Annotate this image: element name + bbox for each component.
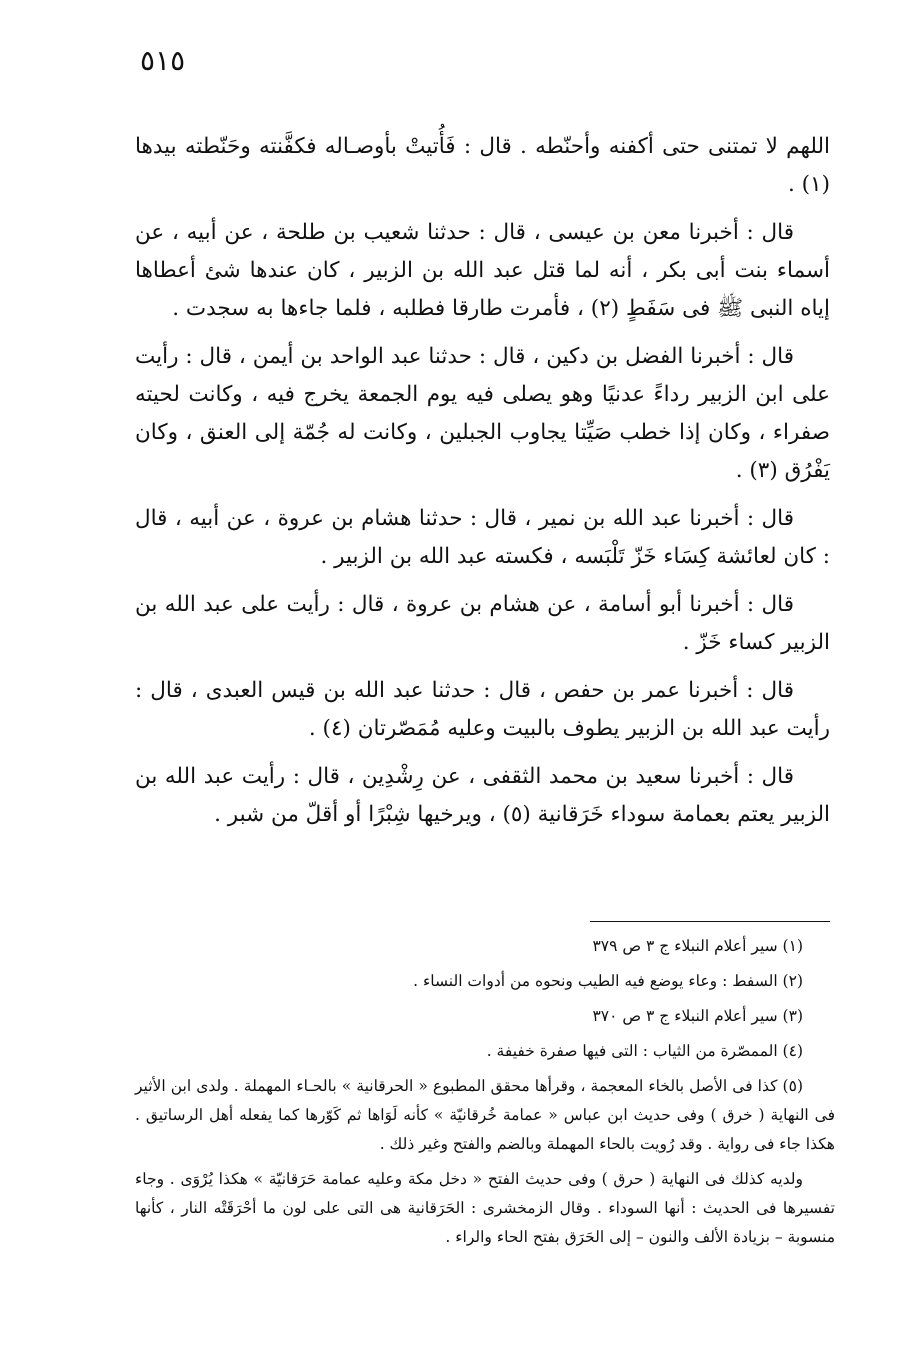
footnote-5-continuation: ولديه كذلك فى النهاية ( حرق ) وفى حديث الفتح « دخل مكة وعليه عمامة حَرَقانيّة » هكذا يُرْوَى . وجاء تفسيرها فى الحديث : أنها السوداء . وقال الزمخشرى : الحَرَقانية هى التى على لون ما أحْرَقَتْه النار ، كأنها منسوبة – بزيادة الألف والنون – إلى الحَرَق بفتح الحاء والراء . <box>135 1170 835 1246</box>
footnote-5: (٥) كذا فى الأصل بالخاء المعجمة ، وقرأها محقق المطبوع « الحرقانية » بالحـاء المهملة . ولدى ابن الأثير فى النهاية ( خرق ) وفى حديث ابن عباس « عمامة خُرقانيّة » كأنه لَوَاها ثم كَوّرها كما يفعله أهل الرساتيق . هكذا جاء فى رواية . وقد رُويت بالحاء المهملة وبالضم والفتح وغير ذلك . <box>135 1077 835 1153</box>
paragraph-fadl-narration: قال : أخبرنا الفضل بن دكين ، قال : حدثنا عبد الواحد بن أيمن ، قال : رأيت على ابن الزبير رداءً عدنيًا وهو يصلى فيه يوم الجمعة يخرج فيه ، وكانت لحيته صفراء ، وكان إذا خطب صَيِّتا يجاوب الجبلين ، وكانت له جُمّة إلى العنق ، وكان يَفْرُق (٣) . <box>135 344 830 483</box>
paragraph-continuation: اللهم لا تمتنى حتى أكفنه وأحنّطه . قال : فَأُتيتْ بأوصـاله فكفَّنته وحَنّطته بيدها (١) . <box>135 134 830 197</box>
paragraph-asma-narration: قال : أخبرنا معن بن عيسى ، قال : حدثنا شعيب بن طلحة ، عن أبيه ، عن أسماء بنت أبى بكر ، أنه لما قتل عبد الله بن الزبير ، كان عندها شئ أعطاها إياه النبى ﷺ فى سَفَطٍ (٢) ، فأمرت طارقا فطلبه ، فلما جاءها به سجدت . <box>135 220 830 321</box>
main-text <box>135 128 830 844</box>
footnote-divider <box>590 921 830 922</box>
paragraph-umar-narration: قال : أخبرنا عمر بن حفص ، قال : حدثنا عبد الله بن قيس العبدى ، قال : رأيت عبد الله بن الزبير يطوف بالبيت وعليه مُمَصّرتان (٤) . <box>135 678 830 741</box>
footnote-3: (٣) سير أعلام النبلاء ج ٣ ص ٣٧٠ <box>592 1007 803 1025</box>
footnote-4: (٤) الممصّرة من الثياب : التى فيها صفرة خفيفة . <box>486 1042 803 1060</box>
footnotes <box>135 932 835 1258</box>
footnote-2: (٢) السفط : وعاء يوضع فيه الطيب ونحوه من أدوات النساء . <box>413 972 803 990</box>
paragraph-numayr-narration: قال : أخبرنا عبد الله بن نمير ، قال : حدثنا هشام بن عروة ، عن أبيه ، قال : كان لعائشة كِسَاء خَزّ تَلْبَسه ، فكسته عبد الله بن الزبير . <box>135 506 830 569</box>
paragraph-said-narration: قال : أخبرنا سعيد بن محمد الثقفى ، عن رِشْدِين ، قال : رأيت عبد الله بن الزبير يعتم بعمامة سوداء خَرَقانية (٥) ، ويرخيها شِبْرًا أو أقلّ من شبر . <box>135 764 830 827</box>
page-number: ٥١٥ <box>140 44 186 77</box>
footnote-1: (١) سير أعلام النبلاء ج ٣ ص ٣٧٩ <box>592 937 803 955</box>
paragraph-abu-usama-narration: قال : أخبرنا أبو أسامة ، عن هشام بن عروة ، قال : رأيت على عبد الله بن الزبير كساء خَزّ . <box>135 592 830 655</box>
